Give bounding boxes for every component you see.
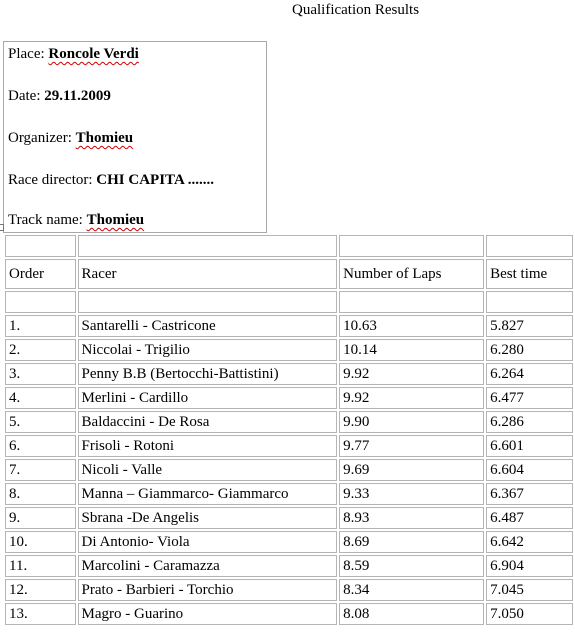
cell-best-time: 7.050 (486, 603, 573, 625)
cell-laps: 10.14 (339, 339, 484, 361)
director-label: Race director: (8, 172, 93, 188)
cell-racer: Magro - Guarino (78, 603, 338, 625)
cell-laps: 9.77 (339, 435, 484, 457)
cell-best-time: 6.477 (486, 387, 573, 409)
cell-racer: Penny B.B (Bertocchi-Battistini) (78, 363, 338, 385)
cell-laps: 8.59 (339, 555, 484, 577)
organizer-value: Thomieu (75, 130, 134, 146)
cell-best-time: 6.280 (486, 339, 573, 361)
table-row (5, 483, 573, 505)
cell-order: 1. (5, 315, 76, 337)
cell-laps: 9.92 (339, 363, 484, 385)
cell-order: 9. (5, 507, 76, 529)
cell-racer: Prato - Barbieri - Torchio (78, 579, 338, 601)
cell-laps: 9.90 (339, 411, 484, 433)
cell-laps: 9.69 (339, 459, 484, 481)
place-label: Place: (8, 46, 45, 62)
cell-order: 6. (5, 435, 76, 457)
cell-order: 13. (5, 603, 76, 625)
table-row (5, 507, 573, 529)
date-label: Date: (8, 88, 41, 104)
track-line (8, 212, 144, 229)
place-line (8, 46, 139, 63)
table-row (5, 411, 573, 433)
table-move-handle[interactable] (0, 224, 4, 231)
cell-laps: 8.69 (339, 531, 484, 553)
cell-order: 2. (5, 339, 76, 361)
table-row (5, 315, 573, 337)
track-value: Thomieu (86, 212, 145, 228)
cell-racer: Sbrana -De Angelis (78, 507, 338, 529)
cell-best-time: 6.904 (486, 555, 573, 577)
cell-laps: 9.33 (339, 483, 484, 505)
cell-order: 8. (5, 483, 76, 505)
cell-best-time: 6.604 (486, 459, 573, 481)
cell-racer: Nicoli - Valle (78, 459, 338, 481)
cell-best-time: 6.264 (486, 363, 573, 385)
cell-best-time: 5.827 (486, 315, 573, 337)
header-order: Order (5, 259, 76, 289)
header-best-time: Best time (486, 259, 573, 289)
cell-racer: Manna – Giammarco- Giammarco (78, 483, 338, 505)
cell-best-time: 6.286 (486, 411, 573, 433)
cell-racer: Di Antonio- Viola (78, 531, 338, 553)
race-info-box (3, 41, 267, 233)
header-racer: Racer (78, 259, 338, 289)
cell-best-time: 6.487 (486, 507, 573, 529)
date-line (8, 88, 111, 105)
cell-racer: Marcolini - Caramazza (78, 555, 338, 577)
cell-laps: 8.34 (339, 579, 484, 601)
table-spacer-row (5, 291, 573, 313)
table-spacer-row (5, 235, 573, 257)
table-row (5, 579, 573, 601)
cell-order: 4. (5, 387, 76, 409)
table-row (5, 531, 573, 553)
organizer-line (8, 130, 133, 147)
cell-order: 12. (5, 579, 76, 601)
director-line (8, 172, 214, 189)
cell-best-time: 6.601 (486, 435, 573, 457)
cell-racer: Niccolai - Trigilio (78, 339, 338, 361)
director-value: CHI CAPITA ....... (96, 172, 214, 188)
place-value: Roncole Verdi (48, 46, 139, 62)
cell-laps: 10.63 (339, 315, 484, 337)
cell-best-time: 7.045 (486, 579, 573, 601)
track-label: Track name: (8, 212, 83, 228)
cell-laps: 8.93 (339, 507, 484, 529)
table-row (5, 459, 573, 481)
table-header-row (5, 259, 573, 289)
cell-racer: Frisoli - Rotoni (78, 435, 338, 457)
cell-order: 3. (5, 363, 76, 385)
page-title: Qualification Results (292, 2, 420, 18)
cell-order: 10. (5, 531, 76, 553)
table-row (5, 339, 573, 361)
cell-best-time: 6.642 (486, 531, 573, 553)
cell-order: 7. (5, 459, 76, 481)
cell-laps: 9.92 (339, 387, 484, 409)
table-row (5, 603, 573, 625)
cell-laps: 8.08 (339, 603, 484, 625)
organizer-label: Organizer: (8, 130, 72, 146)
table-row (5, 555, 573, 577)
cell-best-time: 6.367 (486, 483, 573, 505)
cell-racer: Santarelli - Castricone (78, 315, 338, 337)
date-value: 29.11.2009 (44, 88, 111, 104)
cell-racer: Baldaccini - De Rosa (78, 411, 338, 433)
table-row (5, 387, 573, 409)
header-laps: Number of Laps (339, 259, 484, 289)
results-table (3, 233, 575, 627)
cell-order: 5. (5, 411, 76, 433)
cell-racer: Merlini - Cardillo (78, 387, 338, 409)
table-row (5, 363, 573, 385)
table-row (5, 435, 573, 457)
cell-order: 11. (5, 555, 76, 577)
